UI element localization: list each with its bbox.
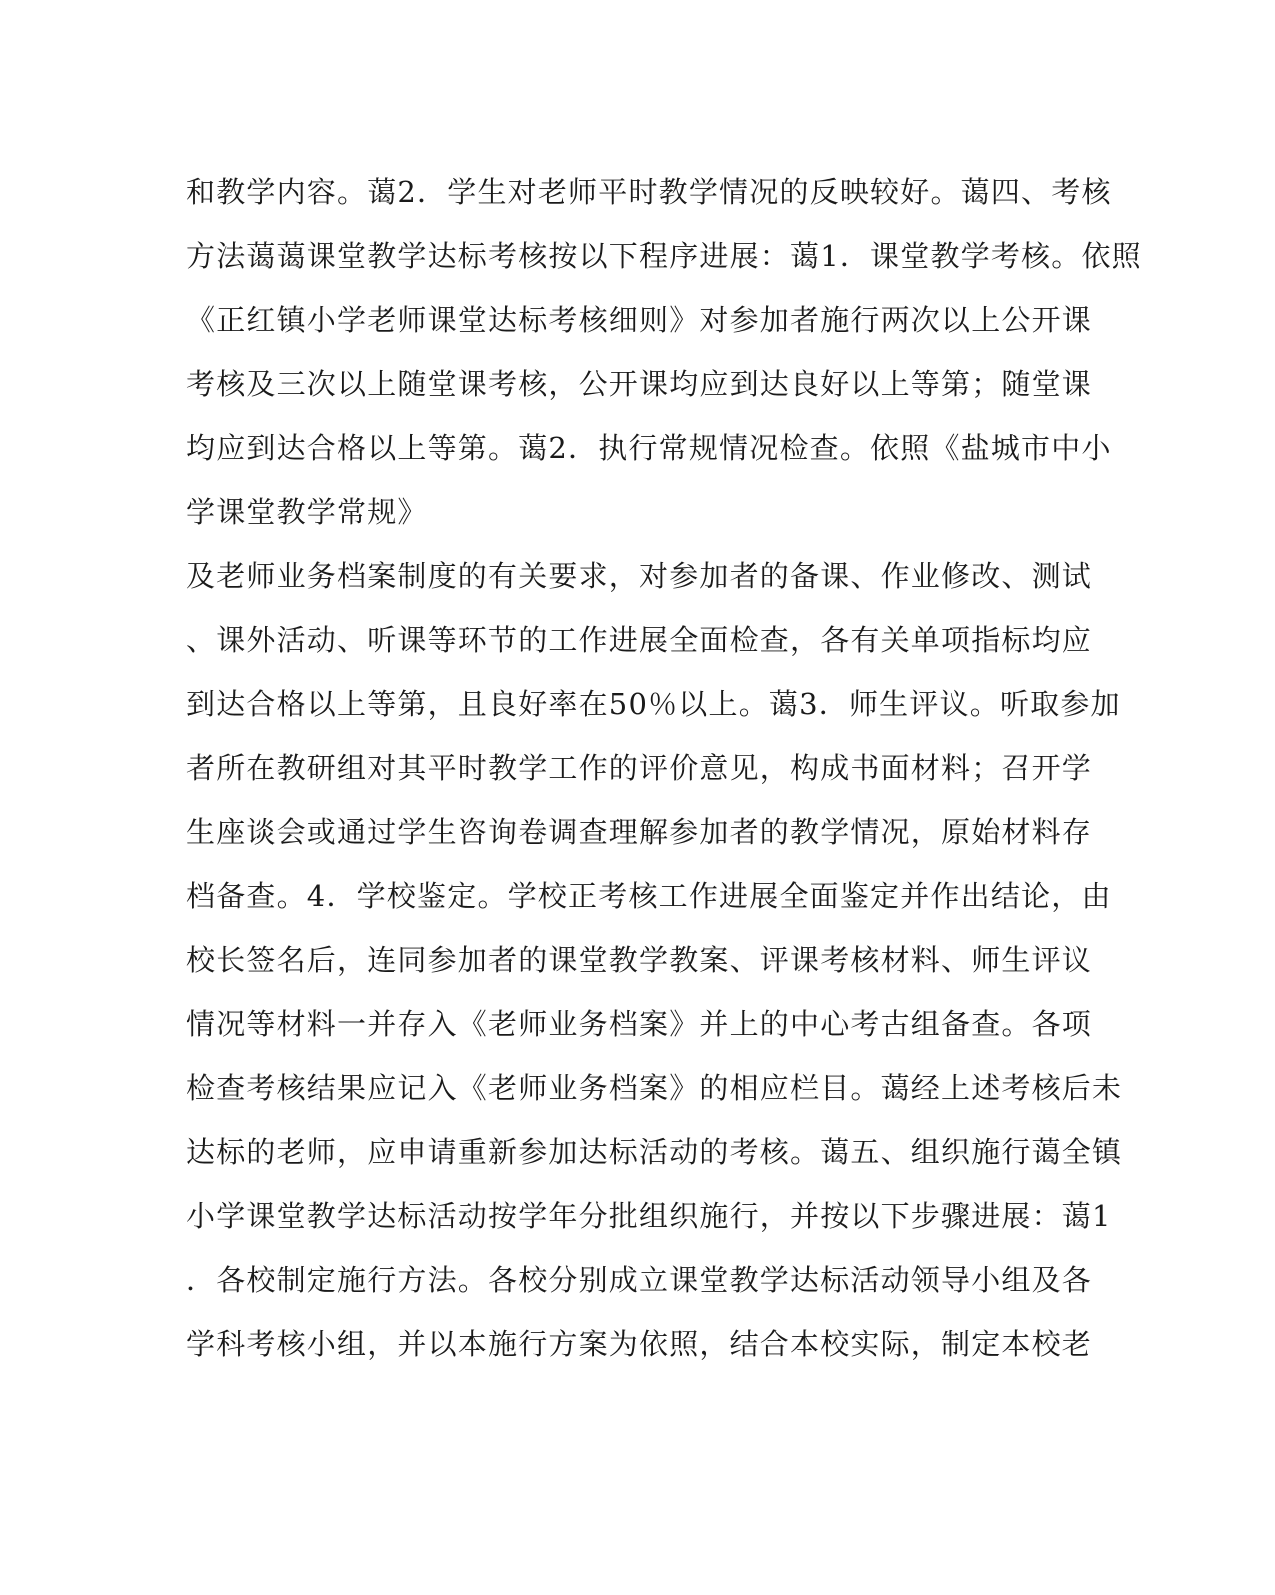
text-line: 校长签名后，连同参加者的课堂教学教案、评课考核材料、师生评议 (186, 943, 1093, 977)
text-line: 检查考核结果应记入《老师业务档案》的相应栏目。蔼经上述考核后未 (186, 1071, 1123, 1105)
text-line: 生座谈会或通过学生咨询卷调查理解参加者的教学情况，原始材料存 (186, 815, 1093, 849)
text-line: 均应到达合格以上等第。蔼2．执行常规情况检查。依照《盐城市中小 (186, 431, 1112, 465)
text-line: 和教学内容。蔼2．学生对老师平时教学情况的反映较好。蔼四、考核 (186, 175, 1112, 209)
text-line: 学课堂教学常规》 (186, 495, 428, 529)
text-line: ．各校制定施行方法。各校分别成立课堂教学达标活动领导小组及各 (186, 1263, 1093, 1297)
text-line: 考核及三次以上随堂课考核，公开课均应到达良好以上等第；随堂课 (186, 367, 1093, 401)
text-line: 到达合格以上等第，且良好率在50％以上。蔼3．师生评议。听取参加 (186, 687, 1121, 721)
text-line: 方法蔼蔼课堂教学达标考核按以下程序进展：蔼1．课堂教学考核。依照 (186, 239, 1142, 273)
text-line: 者所在教研组对其平时教学工作的评价意见，构成书面材料；召开学 (186, 751, 1093, 785)
text-line: 档备查。4．学校鉴定。学校正考核工作进展全面鉴定并作出结论，由 (186, 879, 1112, 913)
text-line: 、课外活动、听课等环节的工作进展全面检查，各有关单项指标均应 (186, 623, 1093, 657)
text-line: 《正红镇小学老师课堂达标考核细则》对参加者施行两次以上公开课 (186, 303, 1093, 337)
text-line: 及老师业务档案制度的有关要求，对参加者的备课、作业修改、测试 (186, 559, 1093, 593)
text-line: 达标的老师，应申请重新参加达标活动的考核。蔼五、组织施行蔼全镇 (186, 1135, 1123, 1169)
body-text (186, 160, 1142, 1376)
text-line: 小学课堂教学达标活动按学年分批组织施行，并按以下步骤进展：蔼1 (186, 1199, 1112, 1233)
text-line: 情况等材料一并存入《老师业务档案》并上的中心考古组备查。各项 (186, 1007, 1093, 1041)
text-line: 学科考核小组，并以本施行方案为依照，结合本校实际，制定本校老 (186, 1327, 1093, 1361)
